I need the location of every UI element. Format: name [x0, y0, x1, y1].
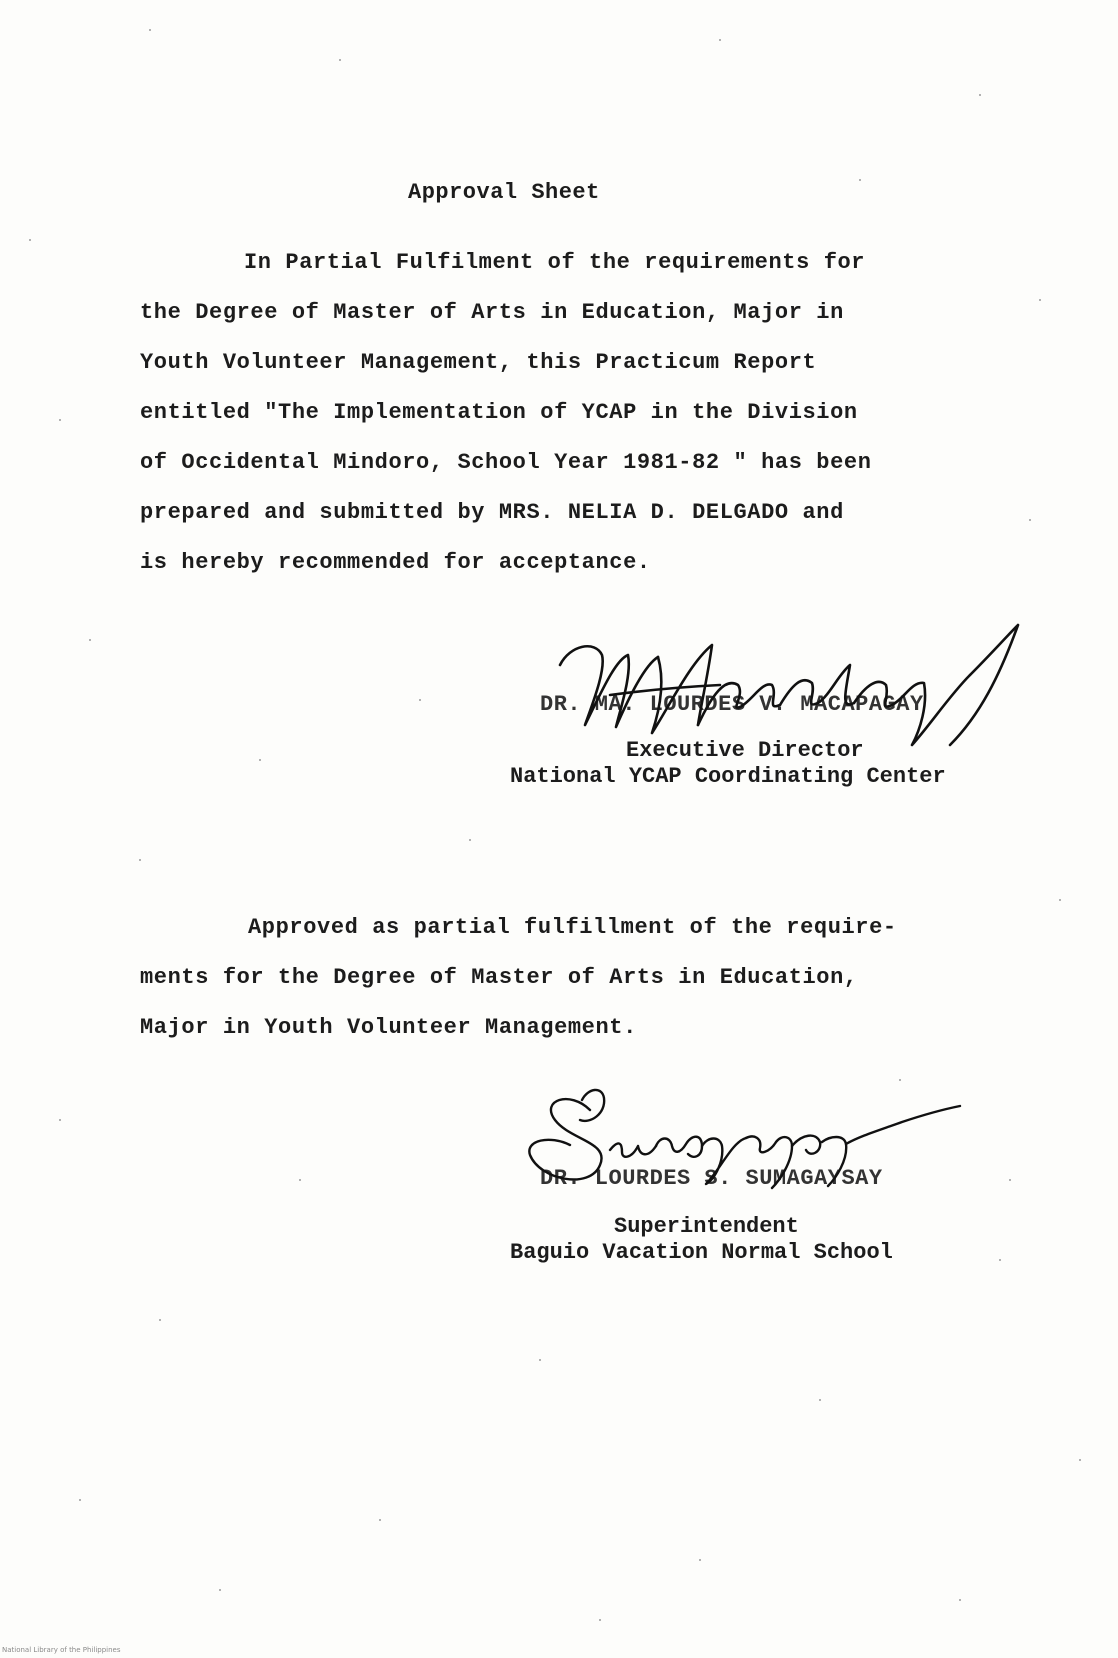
second-signatory-title: Superintendent [614, 1214, 799, 1239]
second-signatory-name: DR. LOURDES S. SUMAGAYSAY [540, 1166, 883, 1191]
recommendation-line: prepared and submitted by MRS. NELIA D. DELGADO and [140, 500, 844, 525]
recommendation-line: Youth Volunteer Management, this Practicum Report [140, 350, 817, 375]
first-signatory-name: DR. MA. LOURDES V. MACAPAGAY [540, 692, 924, 717]
document-title: Approval Sheet [408, 180, 600, 205]
recommendation-line: of Occidental Mindoro, School Year 1981-82 " has been [140, 450, 872, 475]
first-signatory-title: Executive Director [626, 738, 864, 763]
recommendation-line: entitled "The Implementation of YCAP in the Division [140, 400, 858, 425]
page-footer: National Library of the Philippines [2, 1646, 121, 1654]
recommendation-line: is hereby recommended for acceptance. [140, 550, 651, 575]
approval-line: Major in Youth Volunteer Management. [140, 1015, 637, 1040]
approval-line: ments for the Degree of Master of Arts in Education, [140, 965, 858, 990]
recommendation-line: the Degree of Master of Arts in Education, Major in [140, 300, 844, 325]
recommendation-line: In Partial Fulfilment of the requirements for [244, 250, 866, 275]
approval-line: Approved as partial fulfillment of the require- [248, 915, 897, 940]
first-signatory-organization: National YCAP Coordinating Center [510, 764, 946, 789]
second-signatory-organization: Baguio Vacation Normal School [510, 1240, 893, 1265]
